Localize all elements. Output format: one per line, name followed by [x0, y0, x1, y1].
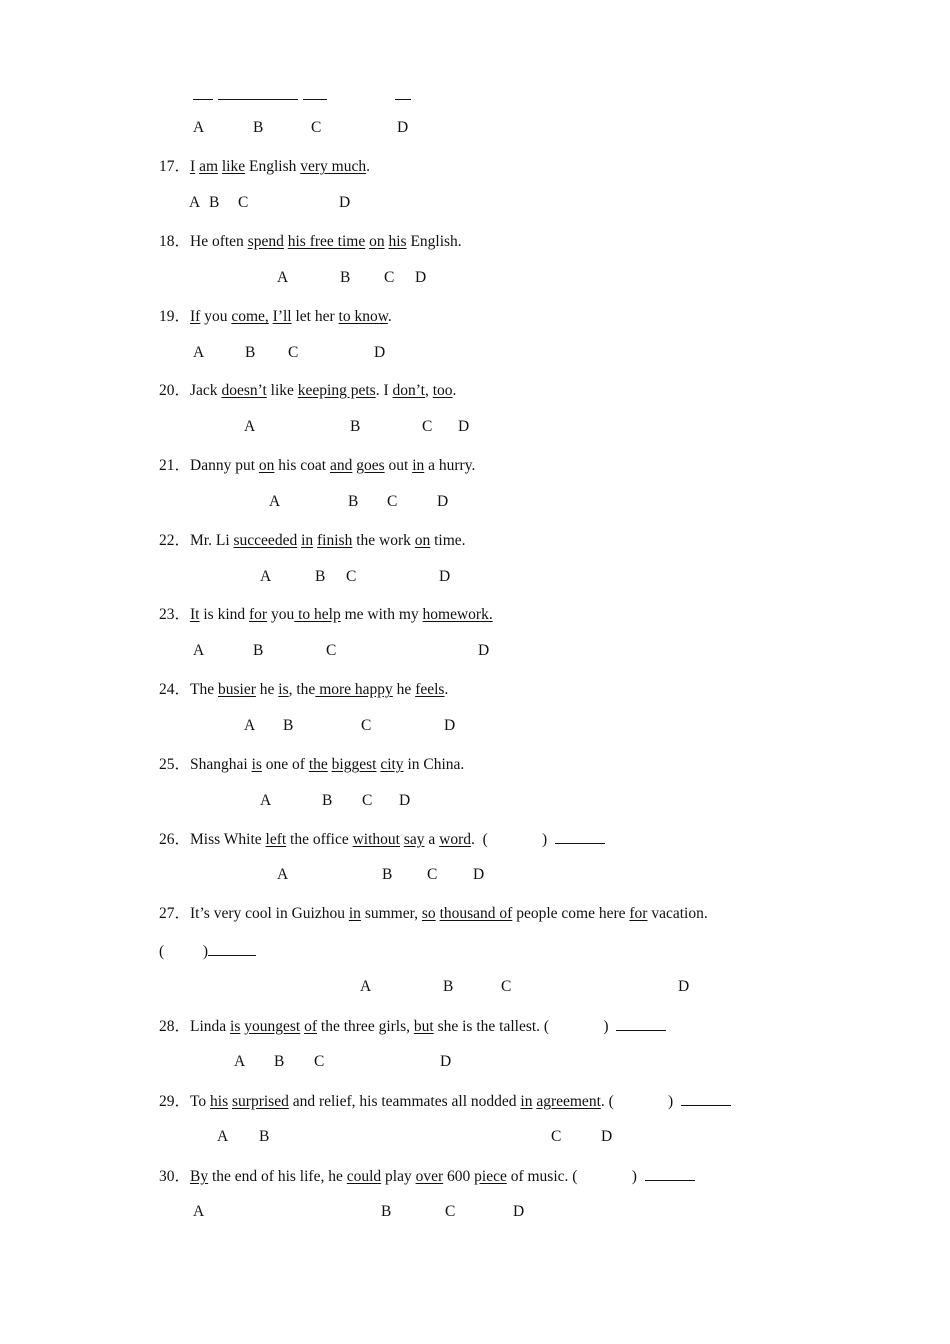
option-label: C [314, 1053, 325, 1070]
option-label: D [399, 792, 411, 809]
sentence-text: the three girls, [317, 1018, 414, 1035]
underline-mark [303, 99, 327, 100]
sentence-text: time. [430, 532, 466, 549]
underlined-option: very much [300, 158, 367, 175]
answer-blank[interactable] [208, 941, 256, 956]
sentence-text: is kind [199, 606, 250, 623]
underlined-option: succeeded [233, 532, 298, 549]
option-label: A [193, 1203, 205, 1220]
question-number: 23． [159, 606, 191, 623]
question-19 [159, 307, 392, 327]
option-label: D [439, 568, 451, 585]
question-number: 21． [159, 457, 191, 474]
option-label: B [350, 418, 361, 435]
underlined-option: left [265, 831, 287, 848]
underlined-option: on [369, 233, 385, 250]
sentence-text: . ( ) [471, 831, 555, 848]
question-number: 28． [159, 1018, 191, 1035]
question-number: 27． [159, 905, 191, 922]
sentence-text: a hurry. [424, 457, 476, 474]
underlined-option: his [388, 233, 407, 250]
underlined-option: in [520, 1093, 533, 1110]
underlined-option: but [413, 1018, 434, 1035]
answer-blank[interactable] [555, 829, 605, 844]
underlined-option: is [230, 1018, 241, 1035]
option-label: B [315, 568, 326, 585]
sentence-text: The [190, 681, 218, 698]
underlined-option: too [432, 382, 453, 399]
option-label: A [277, 866, 289, 883]
underlined-option: to know [338, 308, 388, 325]
sentence-text: the end of his life, he [208, 1168, 347, 1185]
question-30 [159, 1166, 695, 1187]
question-25 [159, 755, 464, 775]
option-label: D [374, 344, 386, 361]
option-label: C [422, 418, 433, 435]
option-label: D [601, 1128, 613, 1145]
option-label: B [259, 1128, 270, 1145]
underlined-option: city [380, 756, 404, 773]
option-label: B [253, 642, 264, 659]
option-label: C [311, 119, 322, 136]
option-label: B [322, 792, 333, 809]
underlined-option: doesn’t [221, 382, 267, 399]
question-20 [159, 381, 456, 401]
question-26 [159, 829, 605, 850]
underlined-option: keeping pets [297, 382, 376, 399]
underlined-option: the [308, 756, 328, 773]
underlined-option: in [301, 532, 314, 549]
option-label: A [234, 1053, 246, 1070]
option-label: D [458, 418, 470, 435]
option-label: B [443, 978, 454, 995]
option-label: B [253, 119, 264, 136]
underlined-option: I’ll [272, 308, 292, 325]
sentence-text: Shanghai [190, 756, 252, 773]
question-18 [159, 232, 462, 252]
underlined-option: I [190, 158, 196, 175]
option-label: A [260, 792, 272, 809]
option-label: B [381, 1203, 392, 1220]
question-27 [159, 904, 708, 924]
option-label: B [340, 269, 351, 286]
sentence-text: me with my [340, 606, 423, 623]
option-label: B [245, 344, 256, 361]
option-label: A [360, 978, 372, 995]
underlined-option: surprised [232, 1093, 289, 1110]
option-label: A [277, 269, 289, 286]
underlined-option: piece [474, 1168, 507, 1185]
sentence-text: in China. [403, 756, 465, 773]
sentence-text: Mr. Li [190, 532, 234, 549]
underlined-option: goes [356, 457, 385, 474]
sentence-text: the office [286, 831, 353, 848]
sentence-text: he [255, 681, 279, 698]
option-label: B [283, 717, 294, 734]
underlined-option: spend [247, 233, 284, 250]
sentence-text: vacation. [647, 905, 708, 922]
question-22 [159, 531, 466, 551]
underlined-option: and [329, 457, 353, 474]
option-label: C [387, 493, 398, 510]
option-label: C [346, 568, 357, 585]
underlined-option: for [629, 905, 648, 922]
answer-blank[interactable] [681, 1091, 731, 1106]
sentence-text: Miss White [190, 831, 266, 848]
underlined-option: in [412, 457, 425, 474]
underlined-option: feels [415, 681, 445, 698]
sentence-text: . ( ) [600, 1093, 681, 1110]
option-label: D [437, 493, 449, 510]
option-label: A [193, 344, 205, 361]
underlined-option: on [414, 532, 431, 549]
question-24 [159, 680, 448, 700]
underlined-option: is [278, 681, 289, 698]
underlined-option: agreement [536, 1093, 601, 1110]
sentence-text: He often [190, 233, 248, 250]
sentence-text: Linda [190, 1018, 231, 1035]
underlined-option: his free time [287, 233, 366, 250]
sentence-text: you [200, 308, 232, 325]
underline-mark [395, 99, 411, 100]
sentence-text: and relief, his teammates all nodded [288, 1093, 521, 1110]
option-label: B [274, 1053, 285, 1070]
underlined-option: By [190, 1168, 209, 1185]
underlined-option: is [251, 756, 262, 773]
sentence-text: English [245, 158, 301, 175]
question-number: 24． [159, 681, 191, 698]
underlined-option: to help [294, 606, 341, 623]
option-label: A [260, 568, 272, 585]
underlined-option: for [249, 606, 268, 623]
underlined-option: don’t [392, 382, 425, 399]
sentence-text: one of [261, 756, 309, 773]
answer-blank[interactable] [616, 1016, 666, 1031]
question-number: 26． [159, 831, 191, 848]
option-label: C [445, 1203, 456, 1220]
sentence-text: out [384, 457, 413, 474]
option-label: D [440, 1053, 452, 1070]
underlined-option: over [415, 1168, 444, 1185]
option-label: C [501, 978, 512, 995]
option-label: A [217, 1128, 229, 1145]
option-label: B [209, 194, 220, 211]
option-label: B [382, 866, 393, 883]
option-label: D [678, 978, 690, 995]
underlined-option: busier [218, 681, 256, 698]
underlined-option: of [304, 1018, 318, 1035]
sentence-text: a [424, 831, 440, 848]
question-number: 22． [159, 532, 191, 549]
sentence-text: . [444, 681, 449, 698]
sentence-text: play [381, 1168, 416, 1185]
underlined-option: am [199, 158, 218, 175]
underlined-option: so [421, 905, 436, 922]
question-23 [159, 605, 493, 625]
sentence-text: , [424, 382, 433, 399]
underlined-option: It [190, 606, 200, 623]
option-label: C [288, 344, 299, 361]
sentence-text: . [387, 308, 392, 325]
option-label: D [444, 717, 456, 734]
question-number: 25． [159, 756, 191, 773]
option-label: C [361, 717, 372, 734]
sentence-text: . [366, 158, 370, 175]
underlined-option: thousand of [439, 905, 513, 922]
option-label: B [348, 493, 359, 510]
option-label: A [244, 418, 256, 435]
option-label: D [473, 866, 485, 883]
option-label: A [189, 194, 201, 211]
option-label: C [326, 642, 337, 659]
sentence-text: like [266, 382, 298, 399]
sentence-text: , the [288, 681, 316, 698]
sentence-text: . I [375, 382, 393, 399]
question-number: 19． [159, 308, 191, 325]
underlined-option: could [346, 1168, 382, 1185]
underlined-option: in [348, 905, 361, 922]
option-label: A [193, 642, 205, 659]
underlined-option: more happy [315, 681, 393, 698]
question-17 [159, 157, 370, 177]
underline-mark [218, 99, 298, 100]
sentence-text: he [392, 681, 416, 698]
option-label: A [193, 119, 205, 136]
answer-blank[interactable] [645, 1166, 695, 1181]
sentence-text: the work [352, 532, 415, 549]
option-label: C [362, 792, 373, 809]
sentence-text: . [452, 382, 457, 399]
sentence-text: Danny put [190, 457, 259, 474]
question-number: 30． [159, 1168, 191, 1185]
question-number: 17． [159, 158, 191, 175]
question-21 [159, 456, 475, 476]
underlined-option: like [221, 158, 246, 175]
sentence-text: let her [291, 308, 339, 325]
option-label: C [427, 866, 438, 883]
sentence-text: she is the tallest. ( ) [433, 1018, 617, 1035]
underlined-option: If [190, 308, 201, 325]
sentence-text: To [190, 1093, 211, 1110]
underlined-option: youngest [244, 1018, 301, 1035]
sentence-text: 600 [443, 1168, 475, 1185]
question-29 [159, 1091, 731, 1112]
underlined-option: biggest [331, 756, 377, 773]
underlined-option: word [439, 831, 472, 848]
question-number: 29． [159, 1093, 191, 1110]
option-label: C [551, 1128, 562, 1145]
sentence-text: of music. ( ) [506, 1168, 645, 1185]
underlined-option: finish [317, 532, 353, 549]
answer-paren-line [159, 941, 256, 962]
sentence-text: English. [406, 233, 462, 250]
sentence-text: It’s very cool in Guizhou [190, 905, 349, 922]
question-number: 18． [159, 233, 191, 250]
question-28 [159, 1016, 666, 1037]
sentence-text: his coat [274, 457, 330, 474]
underlined-option: homework. [422, 606, 493, 623]
sentence-text: people come here [512, 905, 630, 922]
question-number: 20． [159, 382, 191, 399]
option-label: D [513, 1203, 525, 1220]
underline-mark [193, 99, 213, 100]
answer-paren: ( ) [159, 943, 209, 960]
option-label: D [478, 642, 490, 659]
option-label: A [269, 493, 281, 510]
sentence-text: you [267, 606, 295, 623]
option-label: D [339, 194, 351, 211]
sentence-text: summer, [360, 905, 422, 922]
underlined-option: on [258, 457, 275, 474]
underlined-option: say [403, 831, 425, 848]
option-label: A [244, 717, 256, 734]
underlined-option: his [210, 1093, 229, 1110]
option-label: C [384, 269, 395, 286]
underlined-option: come, [231, 308, 269, 325]
option-label: D [397, 119, 409, 136]
option-label: D [415, 269, 427, 286]
sentence-text: Jack [190, 382, 222, 399]
option-label: C [238, 194, 249, 211]
underlined-option: without [352, 831, 400, 848]
